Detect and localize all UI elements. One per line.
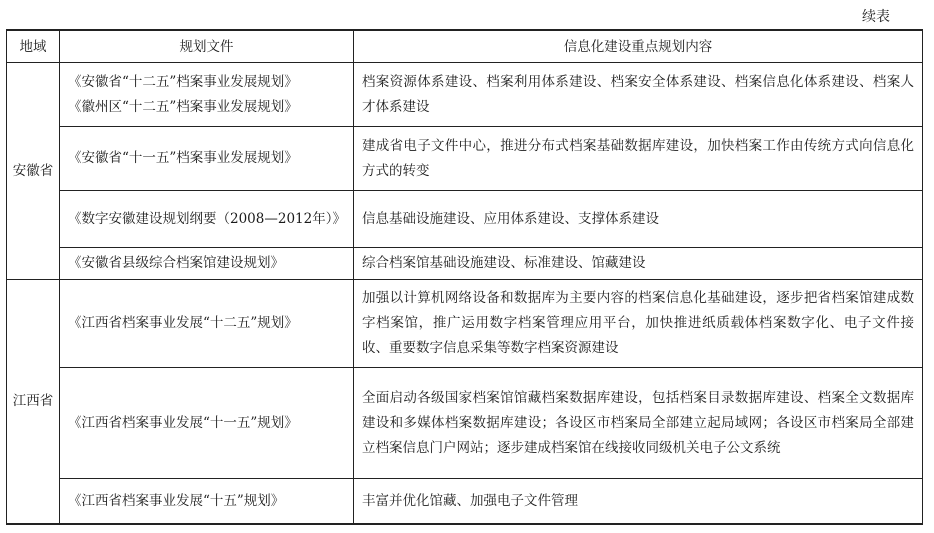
content-cell: 丰富并优化馆藏、加强电子文件管理: [354, 479, 923, 525]
document-title: 《江西省档案事业发展“十一五”规划》: [68, 414, 298, 431]
document-title: 《安徽省“十二五”档案事业发展规划》: [68, 73, 298, 90]
content-cell: 档案资源体系建设、档案利用体系建设、档案安全体系建设、档案信息化体系建设、档案人才体系建设: [354, 63, 923, 127]
document-cell: [60, 280, 354, 368]
table-row: [7, 191, 923, 248]
document-title: 《江西省档案事业发展“十二五”规划》: [68, 315, 298, 331]
document-cell: [60, 479, 354, 525]
table-row: [7, 479, 923, 525]
document-title: 《数字安徽建设规划纲要（2008—2012年）》: [68, 210, 346, 227]
table-row: [7, 63, 923, 127]
document-cell: [60, 127, 354, 191]
document-cell: [60, 63, 354, 127]
document-title: 《安徽省“十一五”档案事业发展规划》: [68, 150, 298, 166]
document-cell: [60, 191, 354, 248]
table-row: [7, 127, 923, 191]
document-title: 《安徽省县级综合档案馆建设规划》: [68, 255, 284, 271]
content-cell: 信息基础设施建设、应用体系建设、支撑体系建设: [354, 191, 923, 248]
header-row: [7, 30, 923, 63]
table-row: [7, 368, 923, 479]
continued-label: 续表: [862, 9, 890, 25]
header-content: 信息化建设重点规划内容: [354, 30, 923, 63]
header-region: 地域: [7, 30, 60, 63]
content-cell: 加强以计算机网络设备和数据库为主要内容的档案信息化基础建设，逐步把省档案馆建成数字档案馆，推广运用数字档案管理应用平台，加快推进纸质载体档案数字化、电子文件接收、重要数字信息采集等数字档案资源建设: [354, 280, 923, 368]
document-title: 《徽州区“十二五”档案事业发展规划》: [68, 98, 298, 115]
planning-table: [6, 29, 923, 525]
content-cell: 综合档案馆基础设施建设、标准建设、馆藏建设: [354, 248, 923, 280]
table-row: [7, 280, 923, 368]
region-cell-anhui: 安徽省: [7, 63, 60, 280]
content-cell: 建成省电子文件中心，推进分布式档案基础数据库建设，加快档案工作由传统方式向信息化方式的转变: [354, 127, 923, 191]
document-cell: [60, 368, 354, 479]
header-document: 规划文件: [60, 30, 354, 63]
document-cell: [60, 248, 354, 280]
content-cell: 全面启动各级国家档案馆馆藏档案数据库建设，包括档案目录数据库建设、档案全文数据库建设和多媒体档案数据库建设；各设区市档案局全部建立起局域网；各设区市档案局全部建立档案信息门户网站；逐步建成档案馆在线接收同级机关电子公文系统: [354, 368, 923, 479]
document-title: 《江西省档案事业发展“十五”规划》: [68, 492, 285, 509]
table-row: [7, 248, 923, 280]
region-cell-jiangxi: 江西省: [7, 280, 60, 525]
